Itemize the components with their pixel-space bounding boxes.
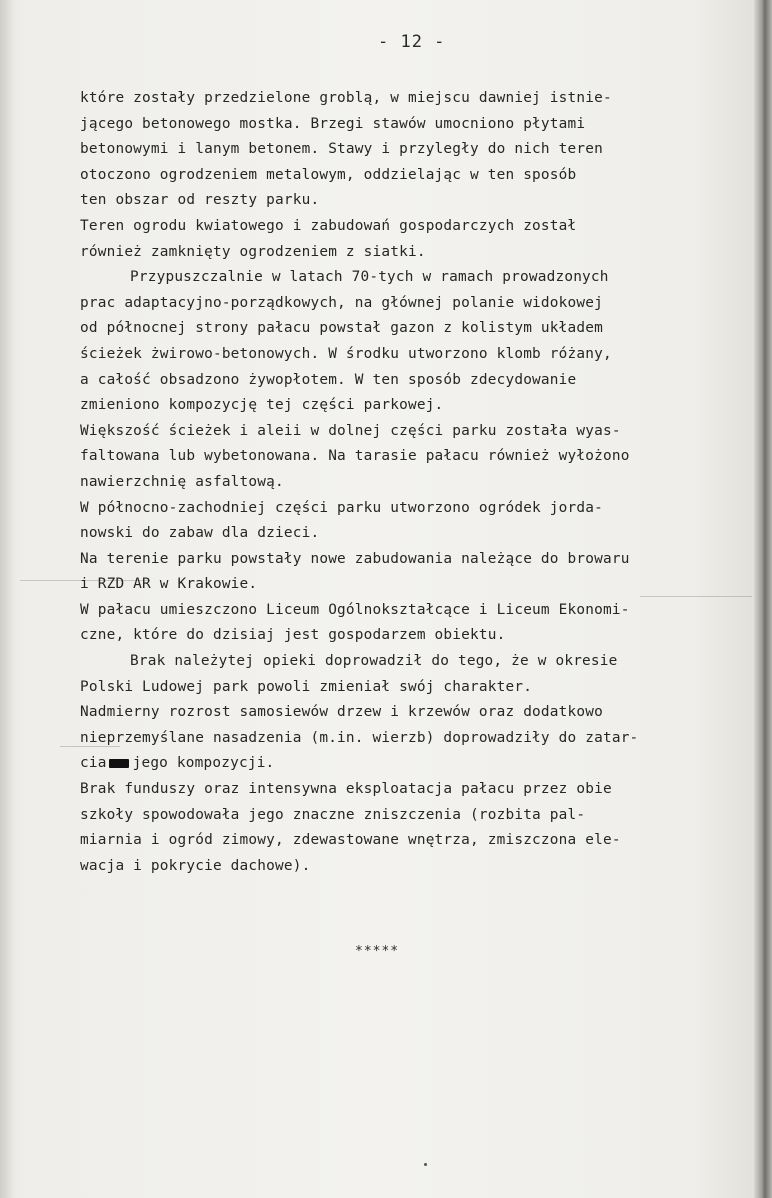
text-line: nieprzemyślane nasadzenia (m.in. wierzb) doprowadziły do zatar- [80, 729, 639, 746]
ink-blot [109, 759, 129, 768]
text-fragment: jego kompozycji. [132, 755, 275, 772]
text-line: szkoły spowodowała jego znaczne zniszczenia (rozbita pal- [80, 806, 586, 823]
text-line: Polski Ludowej park powoli zmieniał swój charakter. [80, 678, 533, 695]
text-line: Przypuszczalnie w latach 70-tych w ramach prowadzonych [130, 269, 609, 286]
text-line: W północno-zachodniej części parku utworzono ogródek jorda- [80, 499, 603, 516]
text-line: a całość obsadzono żywopłotem. W ten sposób zdecydowanie [80, 371, 577, 388]
left-page-shadow [0, 0, 14, 1198]
text-line: Na terenie parku powstały nowe zabudowania należące do browaru [80, 550, 630, 567]
text-line: Większość ścieżek i aleii w dolnej części parku została wyas- [80, 422, 621, 439]
text-line: nowski do zabaw dla dzieci. [80, 525, 320, 542]
text-line: również zamknięty ogrodzeniem z siatki. [80, 243, 426, 260]
binding-edge [754, 0, 772, 1198]
text-line [80, 751, 740, 777]
text-line: czne, które do dzisiaj jest gospodarzem obiektu. [80, 627, 506, 644]
text-line: W pałacu umieszczono Liceum Ogólnokształcące i Liceum Ekonomi- [80, 601, 630, 618]
text-line: miarnia i ogród zimowy, zdewastowane wnętrza, zmiszczona ele- [80, 832, 621, 849]
section-separator: ***** [355, 944, 400, 959]
text-line: Nadmierny rozrost samosiewów drzew i krzewów oraz dodatkowo [80, 704, 603, 721]
text-line: zmieniono kompozycję tej części parkowej. [80, 397, 444, 414]
text-line: faltowana lub wybetonowana. Na tarasie pałacu również wyłożono [80, 448, 630, 465]
text-fragment: cia [80, 755, 107, 772]
text-line: betonowymi i lanym betonem. Stawy i przyległy do nich teren [80, 141, 603, 158]
text-line: które zostały przedzielone groblą, w miejscu dawniej istnie- [80, 90, 612, 106]
text-line: ten obszar od reszty parku. [80, 192, 320, 209]
text-line: prac adaptacyjno-porządkowych, na głównej polanie widokowej [80, 294, 603, 311]
text-line: i RZD AR w Krakowie. [80, 576, 258, 593]
text-line: Brak funduszy oraz intensywna eksploatacja pałacu przez obie [80, 781, 612, 798]
text-line: Teren ogrodu kwiatowego i zabudowań gospodarczych został [80, 217, 577, 234]
document-body [80, 86, 740, 879]
text-line: wacja i pokrycie dachowe). [80, 857, 311, 874]
text-line: od północnej strony pałacu powstał gazon z kolistym układem [80, 320, 603, 337]
paper-speck [424, 1163, 427, 1166]
text-line: nawierzchnię asfaltową. [80, 473, 284, 490]
text-line: jącego betonowego mostka. Brzegi stawów umocniono płytami [80, 115, 586, 132]
text-line: Brak należytej opieki doprowadził do tego, że w okresie [130, 653, 618, 670]
page-number: - 12 - [378, 32, 446, 52]
text-line: otoczono ogrodzeniem metalowym, oddzielając w ten sposób [80, 166, 577, 183]
text-line: ścieżek żwirowo-betonowych. W środku utworzono klomb różany, [80, 345, 612, 362]
